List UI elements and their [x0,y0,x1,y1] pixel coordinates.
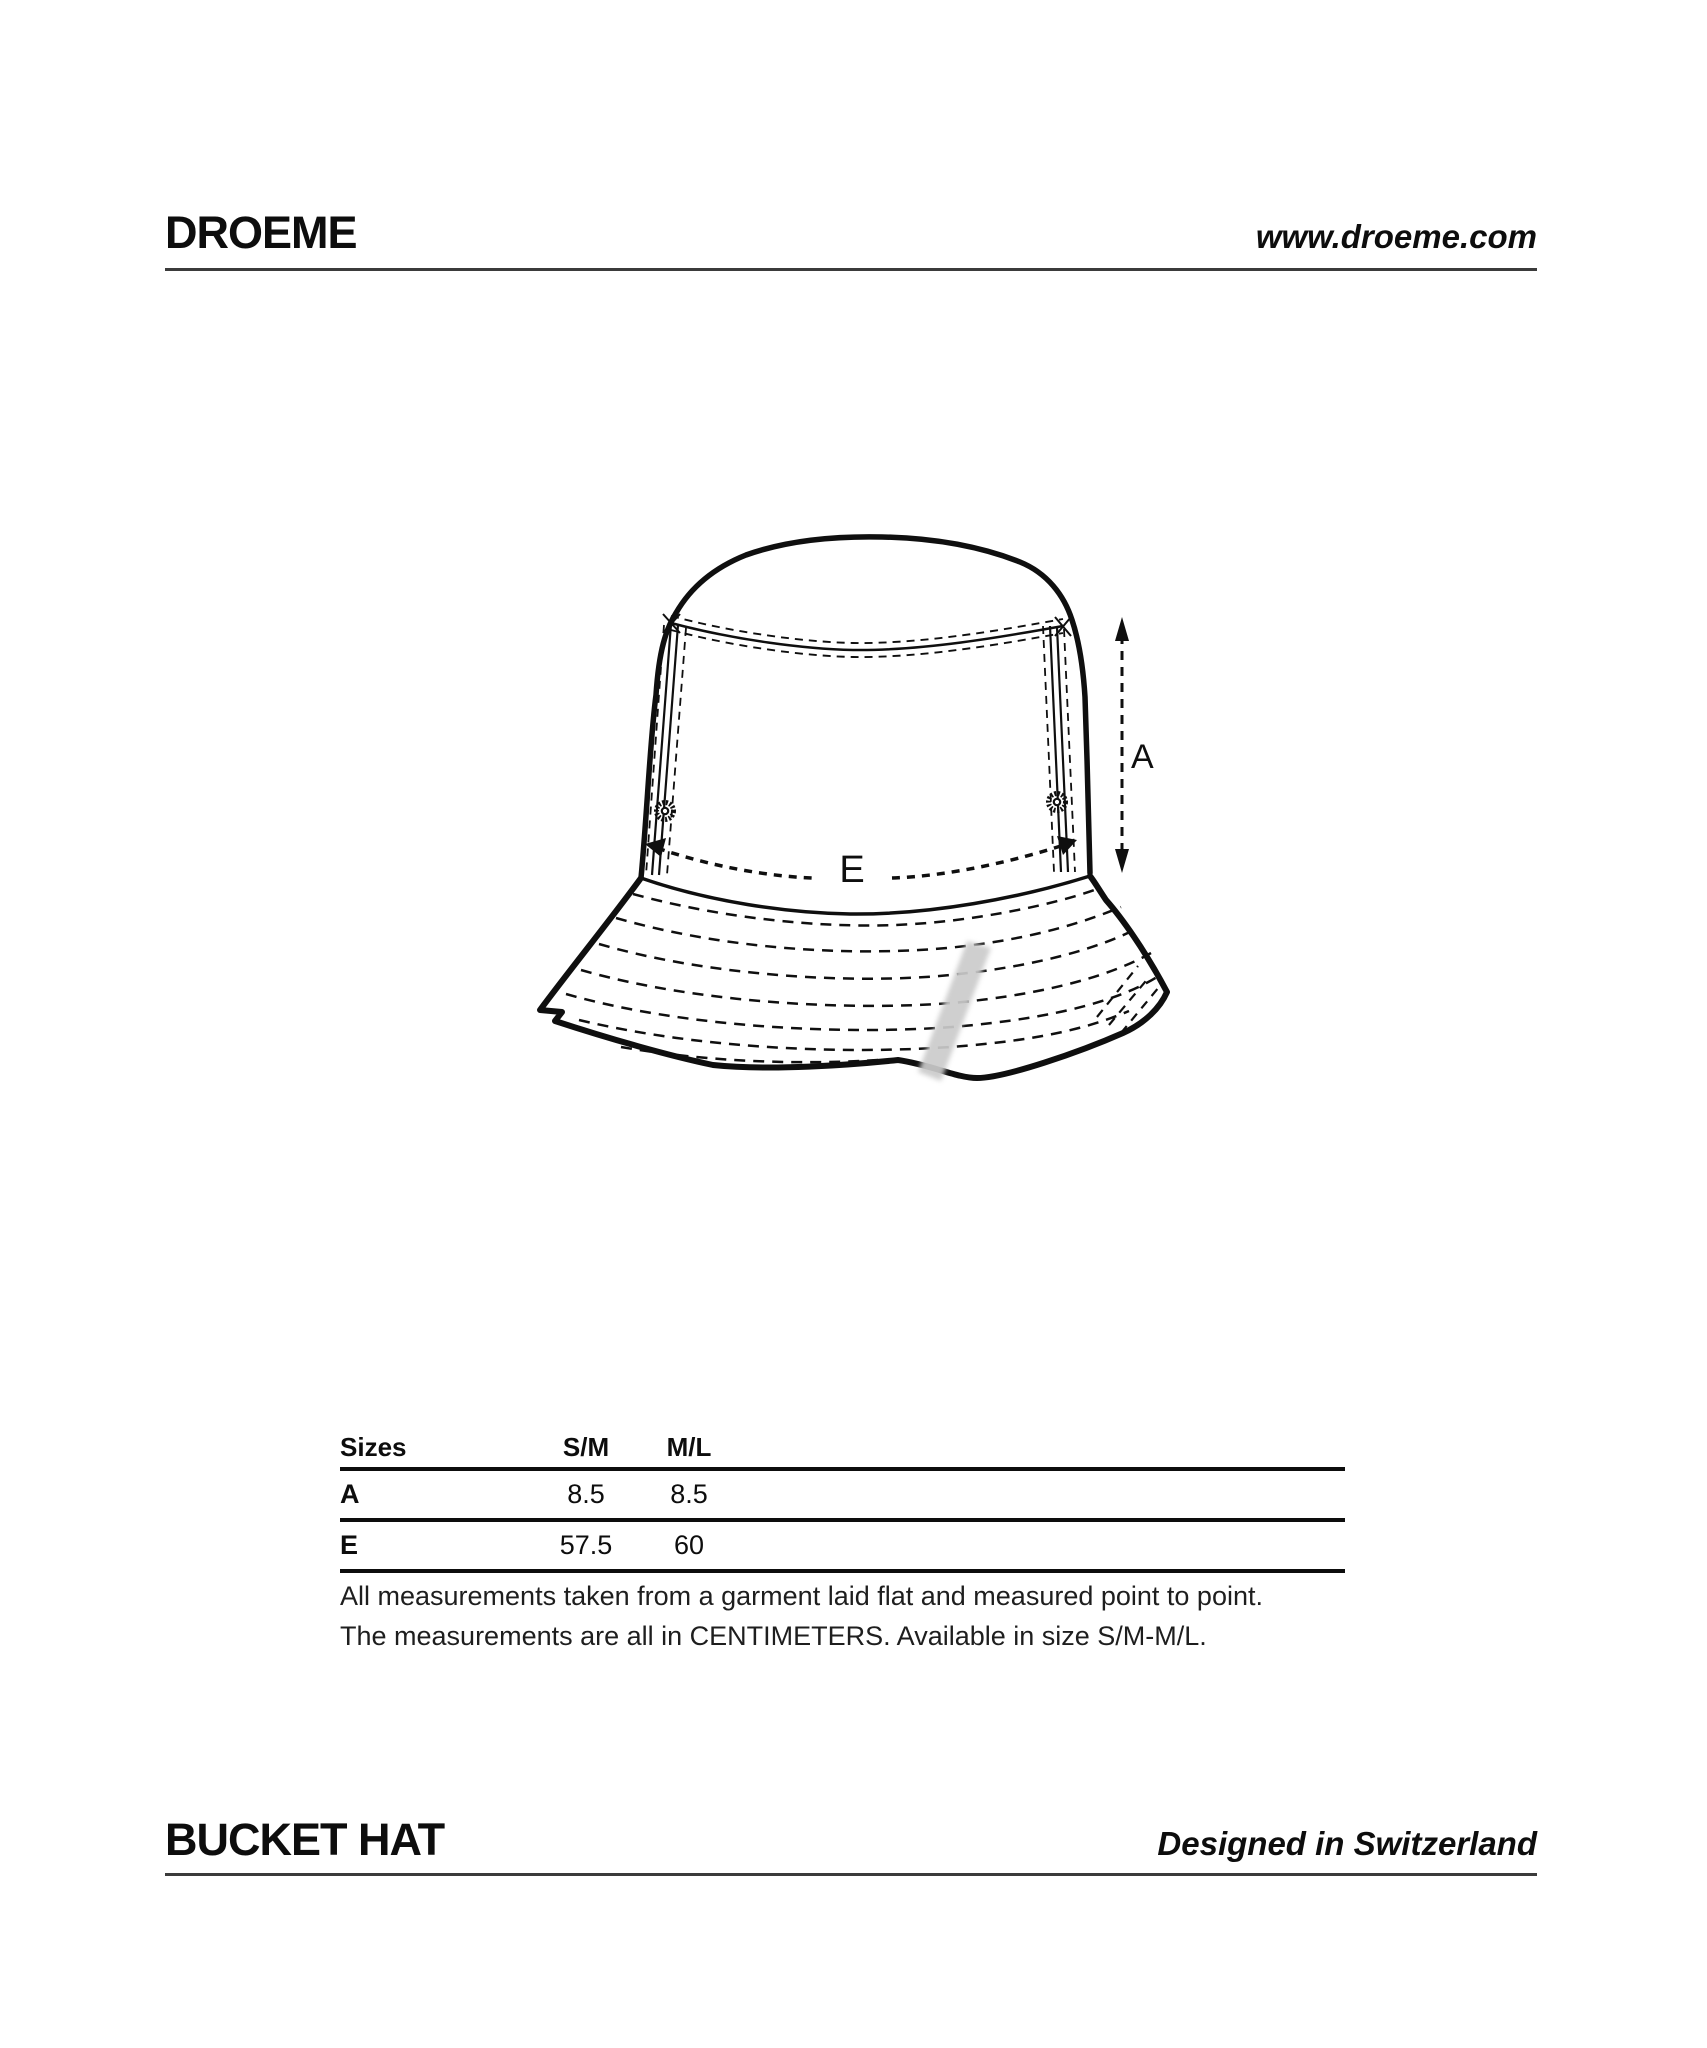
size-table [340,1428,1345,1573]
origin-note: Designed in Switzerland [1157,1825,1537,1862]
brand-name: DROEME [165,207,357,258]
crown-brim-seam [641,876,1090,914]
row-label: E [340,1530,359,1560]
size-table-col-sizes: Sizes [340,1432,407,1462]
note-line: The measurements are all in CENTIMETERS. Available in size S/M-M/L. [340,1621,1207,1651]
dim-label-e: E [839,849,865,891]
size-table-row-e [340,1522,1345,1569]
note-line: All measurements taken from a garment laid flat and measured point to point. [340,1581,1263,1611]
dim-a-arrow-top [1115,617,1129,641]
size-table-col-gap [614,1428,663,1467]
row-value-sm: 57.5 [559,1530,613,1560]
hat-brim-outline [540,876,1167,1078]
size-table-col-filler [715,1428,1345,1467]
size-table-header-row [340,1428,1345,1467]
dim-a-arrow-bottom [1115,849,1129,873]
row-value-ml: 8.5 [670,1479,708,1509]
smudge-artifact [918,941,991,1081]
size-table-rule [340,1569,1345,1573]
brim-corner-stitches [1097,966,1159,1033]
product-name: BUCKET HAT [165,1814,445,1865]
header [165,207,1537,258]
bucket-hat-drawing [520,525,1200,1095]
hat-crown-outline [641,537,1090,878]
size-table-col-ml: M/L [666,1432,712,1462]
row-value-sm: 8.5 [567,1479,605,1509]
dim-label-a: A [1131,738,1154,776]
footer [165,1814,1537,1865]
measurement-notes [340,1576,1440,1656]
row-gap [614,1471,663,1518]
bucket-hat-illustration [520,525,1200,1095]
size-table-col-sm: S/M [562,1432,610,1462]
size-table-row-a [340,1471,1345,1518]
header-divider [165,268,1537,271]
row-value-ml: 60 [673,1530,705,1560]
row-label: A [340,1479,360,1509]
row-filler [715,1522,1345,1569]
row-filler [715,1471,1345,1518]
footer-divider [165,1873,1537,1876]
website-url: www.droeme.com [1255,218,1537,255]
row-gap [614,1522,663,1569]
